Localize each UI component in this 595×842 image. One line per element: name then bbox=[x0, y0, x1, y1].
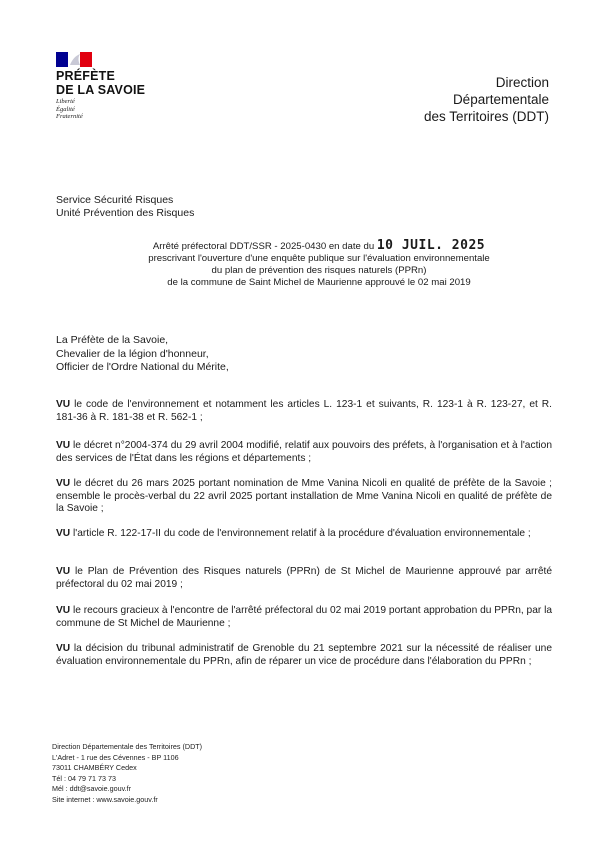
vu-paragraph-3 bbox=[56, 478, 552, 516]
republic-motto bbox=[56, 98, 83, 121]
motto-liberte: Liberté bbox=[56, 98, 75, 105]
vu-keyword: VU bbox=[56, 399, 71, 410]
footer-city: 73011 CHAMBÉRY Cedex bbox=[52, 763, 137, 773]
vu-text: le décret n°2004-374 du 29 avril 2004 modifié, relatif aux pouvoirs des préfets, à l'organisation et à l'action des services de l'État dans les régions et départements ; bbox=[56, 440, 552, 464]
motto-fraternite: Fraternité bbox=[56, 113, 83, 120]
date-stamp: 10 JUIL. 2025 bbox=[376, 238, 486, 253]
arrete-title bbox=[120, 240, 518, 289]
direction-line-1: Direction bbox=[495, 75, 549, 90]
prefect-titles bbox=[56, 334, 229, 375]
vu-keyword: VU bbox=[56, 643, 71, 654]
motto-egalite: Égalité bbox=[56, 105, 75, 113]
arrete-title-line-4: de la commune de Saint Michel de Maurienne approuvé le 02 mai 2019 bbox=[167, 277, 471, 288]
arrete-title-line-2: prescrivant l'ouverture d'une enquête publique sur l'évaluation environnementale bbox=[148, 253, 490, 264]
prefecture-name bbox=[56, 69, 145, 97]
vu-paragraph-4 bbox=[56, 528, 552, 541]
footer-email: Mél : ddt@savoie.gouv.fr bbox=[52, 784, 132, 794]
unit-name: Unité Prévention des Risques bbox=[56, 207, 195, 219]
issuing-direction bbox=[424, 74, 549, 125]
vu-text: le décret du 26 mars 2025 portant nomination de Mme Vanina Nicoli en qualité de préfète de la Savoie ; ensemble le procès-verbal du 22 avril 2025 portant installation de Mme Vanina Nicoli en qualité de préfète de la Savoie ; bbox=[56, 478, 552, 515]
service-block bbox=[56, 194, 194, 220]
prefect-line-3: Officier de l'Ordre National du Mérite, bbox=[56, 361, 229, 373]
vu-text: l'article R. 122-17-II du code de l'environnement relatif à la procédure d'évaluation environnementale ; bbox=[70, 528, 531, 539]
arrete-title-line-3: du plan de prévention des risques naturels (PPRn) bbox=[211, 265, 427, 276]
vu-keyword: VU bbox=[56, 566, 71, 577]
prefecture-line-1: PRÉFÈTE bbox=[56, 69, 116, 83]
vu-text: la décision du tribunal administratif de Grenoble du 21 septembre 2021 sur la nécessité de réaliser une évaluation environnementale du PPRn, afin de réparer un vice de procédure dans l'élaboration du PPRn ; bbox=[56, 643, 552, 667]
footer-organization: Direction Départementale des Territoires (DDT) bbox=[52, 742, 203, 751]
vu-text: le code de l'environnement et notamment les articles L. 123-1 et suivants, R. 123-1 à R. 123-27, et R. 181-36 à R. 181-38 et R. 562-1 ; bbox=[56, 399, 552, 423]
marianne-logo-icon bbox=[56, 52, 92, 67]
footer-contact bbox=[52, 742, 202, 806]
vu-keyword: VU bbox=[56, 605, 71, 616]
service-name: Service Sécurité Risques bbox=[56, 194, 174, 206]
prefecture-line-2: DE LA SAVOIE bbox=[56, 83, 146, 97]
arrete-title-line-1 bbox=[120, 240, 518, 253]
vu-keyword: VU bbox=[56, 440, 71, 451]
direction-line-3: des Territoires (DDT) bbox=[423, 109, 549, 124]
vu-paragraph-6 bbox=[56, 605, 552, 630]
prefect-line-2: Chevalier de la légion d'honneur, bbox=[56, 347, 209, 360]
vu-keyword: VU bbox=[56, 478, 71, 489]
footer-website: Site internet : www.savoie.gouv.fr bbox=[52, 794, 158, 804]
vu-paragraph-2 bbox=[56, 440, 552, 465]
vu-paragraph-1 bbox=[56, 399, 552, 424]
direction-line-2: Départementale bbox=[452, 92, 549, 107]
vu-keyword: VU bbox=[56, 528, 71, 539]
vu-paragraph-7 bbox=[56, 643, 552, 668]
arrete-reference: Arrêté préfectoral DDT/SSR - 2025-0430 en date du bbox=[152, 241, 375, 252]
footer-address: L'Adret - 1 rue des Cévennes - BP 1106 bbox=[52, 752, 179, 762]
prefect-line-1: La Préfète de la Savoie, bbox=[56, 334, 169, 346]
vu-paragraph-5 bbox=[56, 566, 552, 591]
vu-text: le Plan de Prévention des Risques naturels (PPRn) de St Michel de Maurienne approuvé par arrêté préfectoral du 02 mai 2019 ; bbox=[56, 566, 552, 590]
vu-text: le recours gracieux à l'encontre de l'arrêté préfectoral du 02 mai 2019 portant approbation du PPRn, par la commune de St Michel de Maurienne ; bbox=[56, 605, 553, 629]
footer-phone: Tél : 04 79 71 73 73 bbox=[52, 773, 116, 783]
